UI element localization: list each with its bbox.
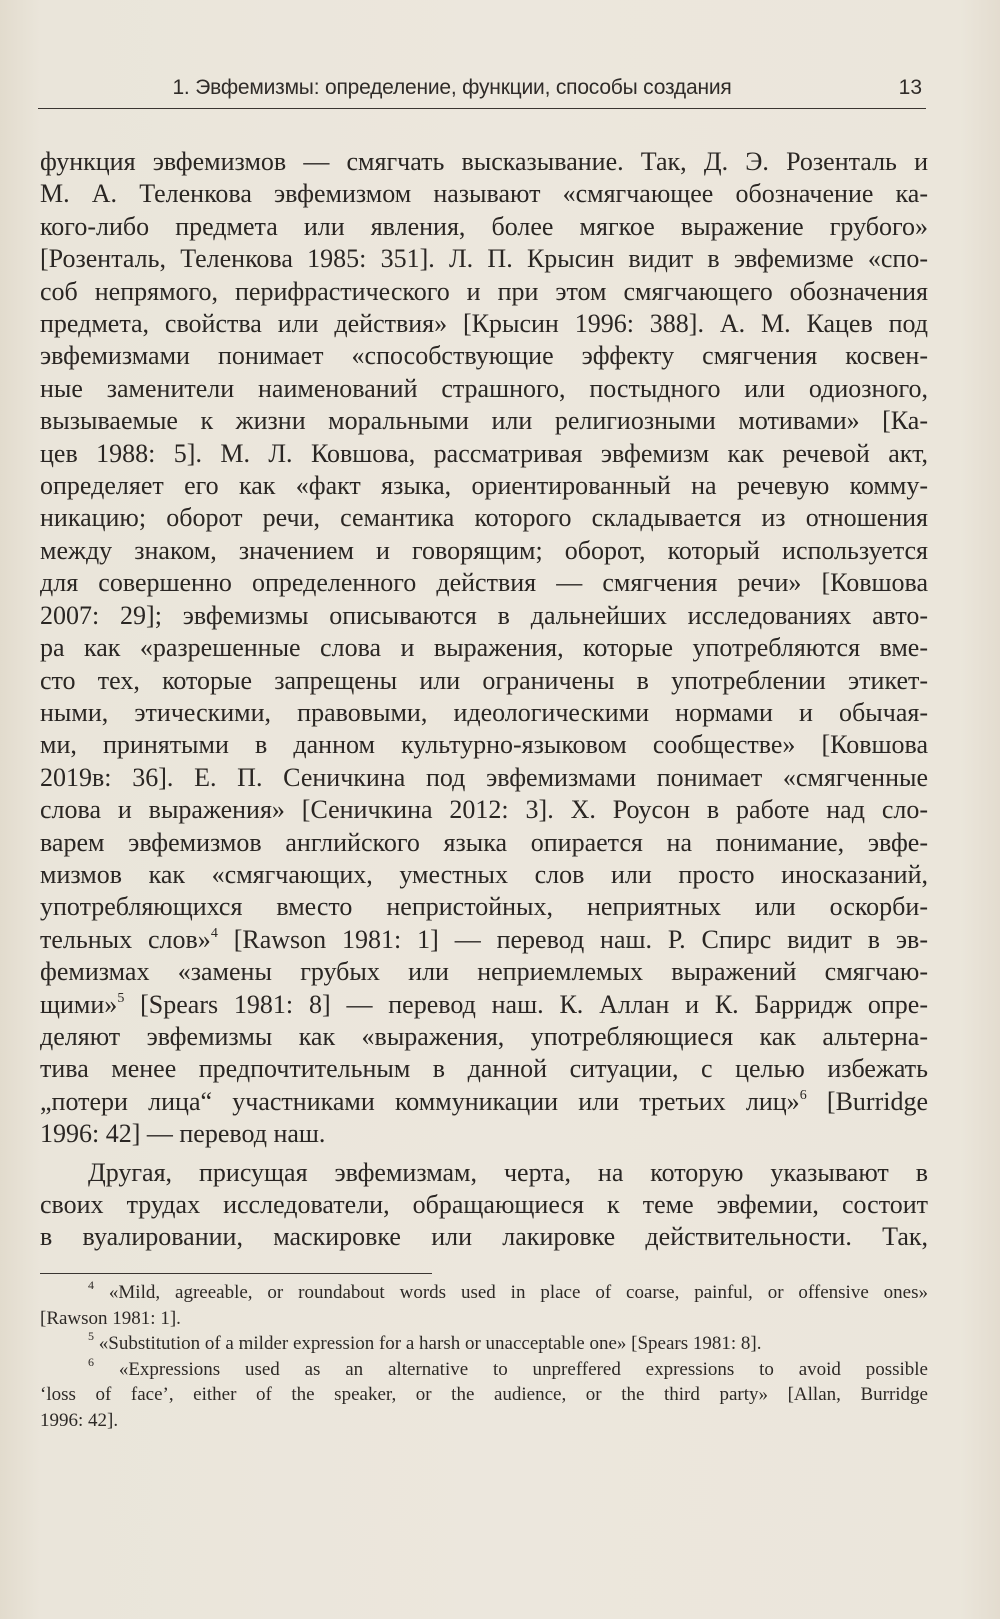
text-line: соб непрямого, перифрастического и при этом смягчающего обозначения xyxy=(40,276,928,306)
text-line: Другая, присущая эвфемизмам, черта, на которую указывают в xyxy=(88,1157,928,1187)
footnote-line xyxy=(40,1331,928,1357)
text-line xyxy=(40,924,928,956)
footnote-text: «Substitution of a milder expression for a harsh or unacceptable one» [Spears 1981: 8]. xyxy=(98,1333,762,1354)
footnote-text: «Mild, agreeable, or roundabout words used in place of coarse, painful, or offensive ones» xyxy=(108,1282,929,1303)
text-line: функция эвфемизмов — смягчать высказывание. Так, Д. Э. Розенталь и xyxy=(40,147,928,176)
text-fragment: тельных слов» xyxy=(40,924,211,954)
text-line: фемизмах «замены грубых или неприемлемых выражений смягчаю- xyxy=(40,957,928,987)
text-fragment: [Spears 1981: 8] — перевод наш. К. Аллан и К. Барридж опре- xyxy=(124,989,928,1019)
text-fragment: „потери лица“ участниками коммуникации или третьих лиц» xyxy=(40,1086,800,1116)
footnote-line: 1996: 42]. xyxy=(40,1409,119,1431)
text-line: [Розенталь, Теленкова 1985: 351]. Л. П. Крысин видит в эвфемизме «спо- xyxy=(40,244,928,274)
text-line: 1996: 42] — перевод наш. xyxy=(40,1119,326,1149)
text-line: слова и выражения» [Сеничкина 2012: 3]. Х. Роусон в работе над сло- xyxy=(40,795,928,825)
text-line: ные заменители наименований страшного, постыдного или одиозного, xyxy=(40,373,928,403)
text-line: никацию; оборот речи, семантика которого складывается из отношения xyxy=(40,503,928,533)
footnote-mark: 5 xyxy=(88,1329,94,1343)
page-number: 13 xyxy=(898,76,922,99)
text-line: кого-либо предмета или явления, более мягкое выражение грубого» xyxy=(40,211,928,241)
text-line: цев 1988: 5]. М. Л. Ковшова, рассматривая эвфемизм как речевой акт, xyxy=(40,438,928,468)
paragraph xyxy=(40,1157,928,1254)
footnote-5 xyxy=(40,1331,928,1357)
footnote-line xyxy=(40,1280,928,1306)
chapter-title: 1. Эвфемизмы: определение, функции, способы создания xyxy=(172,76,732,99)
text-line xyxy=(40,989,928,1021)
text-line xyxy=(40,1086,928,1118)
text-line: употребляющихся вместо непристойных, неприятных или оскорби- xyxy=(40,892,928,922)
footnote-ref-5[interactable]: 5 xyxy=(117,990,125,1006)
text-line: для совершенно определенного действия — смягчения речи» [Ковшова xyxy=(40,568,928,598)
text-line: М. А. Теленкова эвфемизмом называют «смягчающее обозначение ка- xyxy=(40,179,928,209)
footnote-text: «Expressions used as an alternative to unpreffered expressions to avoid possible xyxy=(118,1358,928,1380)
text-fragment: [Burridge xyxy=(806,1086,928,1116)
text-line: ными, этическими, правовыми, идеологическими нормами и обычая- xyxy=(40,697,928,727)
text-line: между знаком, значением и говорящим; оборот, который используется xyxy=(40,535,928,565)
text-line: вызываемые к жизни моральными или религиозными мотивами» [Ка- xyxy=(40,406,928,436)
footnote-line xyxy=(40,1354,928,1383)
running-header xyxy=(38,72,926,109)
text-line: своих трудах исследователи, обращающиеся к теме эвфемии, состоит xyxy=(40,1190,928,1219)
text-line: ми, принятыми в данном культурно-языковом сообществе» [Ковшова xyxy=(40,730,928,760)
footnote-ref-4[interactable]: 4 xyxy=(210,925,218,941)
footnote-6 xyxy=(40,1354,928,1434)
paragraph xyxy=(40,146,928,1151)
footnotes xyxy=(40,1280,928,1433)
text-line: предмета, свойства или действия» [Крысин 1996: 388]. А. М. Кацев под xyxy=(40,309,928,339)
main-text xyxy=(40,146,928,1254)
footnote-mark: 4 xyxy=(88,1278,94,1292)
text-line: 2007: 29]; эвфемизмы описываются в дальнейших исследованиях авто- xyxy=(40,600,928,630)
text-line: варем эвфемизмов английского языка опирается на понимание, эвфе- xyxy=(40,827,928,857)
text-line: эвфемизмами понимает «способствующие эффекту смягчения косвен- xyxy=(40,341,928,371)
footnote-4 xyxy=(40,1280,928,1331)
text-line: 2019в: 36]. Е. П. Сеничкина под эвфемизмами понимает «смягченные xyxy=(40,762,928,792)
text-fragment: щими» xyxy=(40,989,118,1019)
footnote-mark: 6 xyxy=(88,1354,94,1369)
footnote-line: ‘loss of face’, either of the speaker, or the audience, or the third party» [Allan, Burridge xyxy=(40,1384,928,1405)
text-fragment: [Rawson 1981: 1] — перевод наш. Р. Спирс видит в эв- xyxy=(217,924,928,954)
text-line: ра как «разрешенные слова и выражения, которые употребляются вме- xyxy=(40,633,928,663)
footnote-divider xyxy=(40,1273,432,1274)
text-line: мизмов как «смягчающих, уместных слов или просто иносказаний, xyxy=(40,859,928,889)
text-line: в вуалировании, маскировке или лакировке действительности. Так, xyxy=(40,1222,928,1252)
footnote-line: [Rawson 1981: 1]. xyxy=(40,1307,181,1329)
text-line: сто тех, которые запрещены или ограничены в употреблении этикет- xyxy=(40,665,928,695)
text-line: определяет его как «факт языка, ориентированный на речевую комму- xyxy=(40,471,928,501)
text-line: тива менее предпочтительным в данной ситуации, с целью избежать xyxy=(40,1054,928,1084)
footnote-ref-6[interactable]: 6 xyxy=(799,1087,807,1103)
text-line: деляют эвфемизмы как «выражения, употребляющиеся как альтерна- xyxy=(40,1021,928,1051)
